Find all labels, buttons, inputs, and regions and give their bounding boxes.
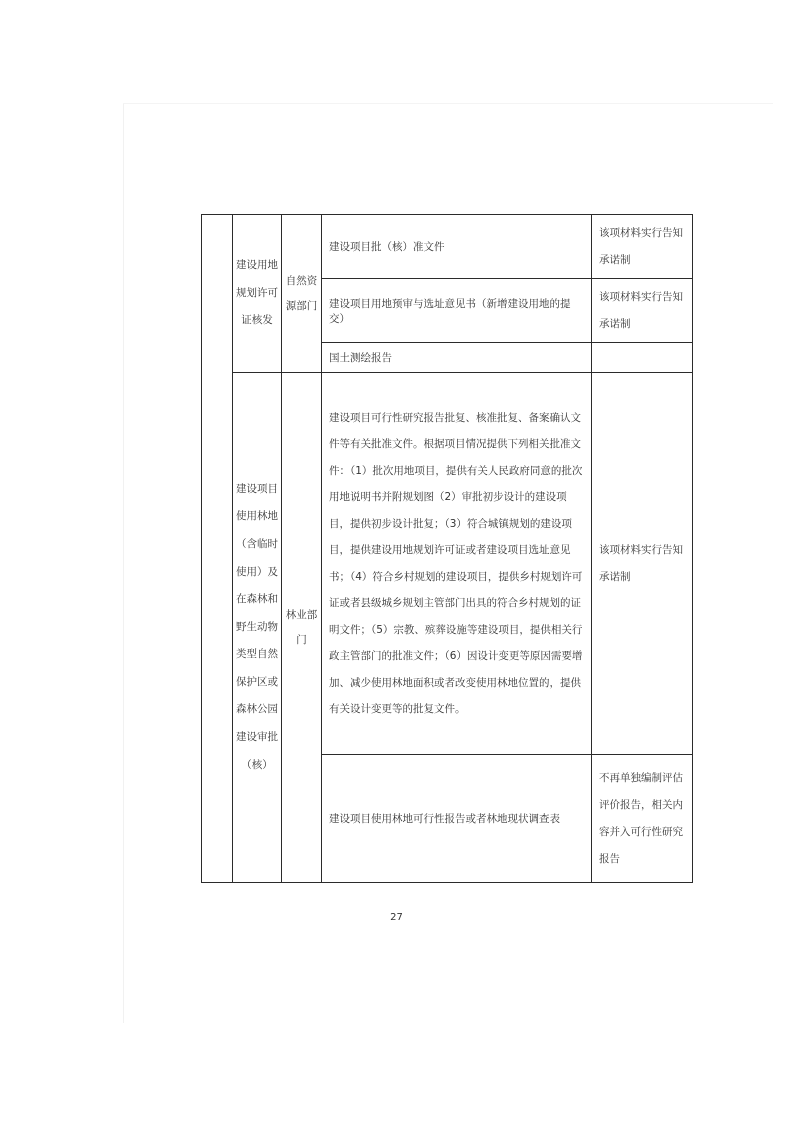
- page-edge-left: [123, 103, 124, 1023]
- category-cell: 建设用地规划许可证核发: [233, 215, 282, 373]
- approval-materials-table: [201, 214, 693, 883]
- page-edge-top: [123, 103, 773, 104]
- note-cell: 不再单独编制评估评价报告，相关内容并入可行性研究报告: [592, 755, 693, 883]
- category-cell: 建设项目使用林地（含临时使用）及在森林和野生动物类型自然保护区或森林公园建设审批（核）: [233, 373, 282, 883]
- note-cell: 该项材料实行告知承诺制: [592, 373, 693, 755]
- table-row: [202, 373, 693, 755]
- material-cell: 建设项目使用林地可行性报告或者林地现状调查表: [322, 755, 592, 883]
- department-cell: 自然资源部门: [282, 215, 322, 373]
- note-cell: 该项材料实行告知承诺制: [592, 215, 693, 279]
- material-cell: 建设项目用地预审与选址意见书（新增建设用地的提交）: [322, 279, 592, 343]
- department-cell: 林业部门: [282, 373, 322, 883]
- material-cell: 建设项目可行性研究报告批复、核准批复、备案确认文件等有关批准文件。根据项目情况提供下列相关批准文件：（1）批次用地项目，提供有关人民政府同意的批次用地说明书并附规划图（2）审批初步设计的建设项目，提供初步设计批复；（3）符合城镇规划的建设项目，提供建设用地规划许可证或者建设项目选址意见书；（4）符合乡村规划的建设项目，提供乡村规划许可证或者县级城乡规划主管部门出具的符合乡村规划的证明文件；（5）宗教、殡葬设施等建设项目，提供相关行政主管部门的批准文件；（6）因设计变更等原因需要增加、减少使用林地面积或者改变使用林地位置的，提供有关设计变更等的批复文件。: [322, 373, 592, 755]
- page-number: 27: [390, 912, 403, 923]
- material-cell: 国土测绘报告: [322, 343, 592, 373]
- note-cell: [592, 343, 693, 373]
- note-cell: 该项材料实行告知承诺制: [592, 279, 693, 343]
- material-cell: 建设项目批（核）准文件: [322, 215, 592, 279]
- table-row: [202, 215, 693, 279]
- index-cell: [202, 215, 233, 883]
